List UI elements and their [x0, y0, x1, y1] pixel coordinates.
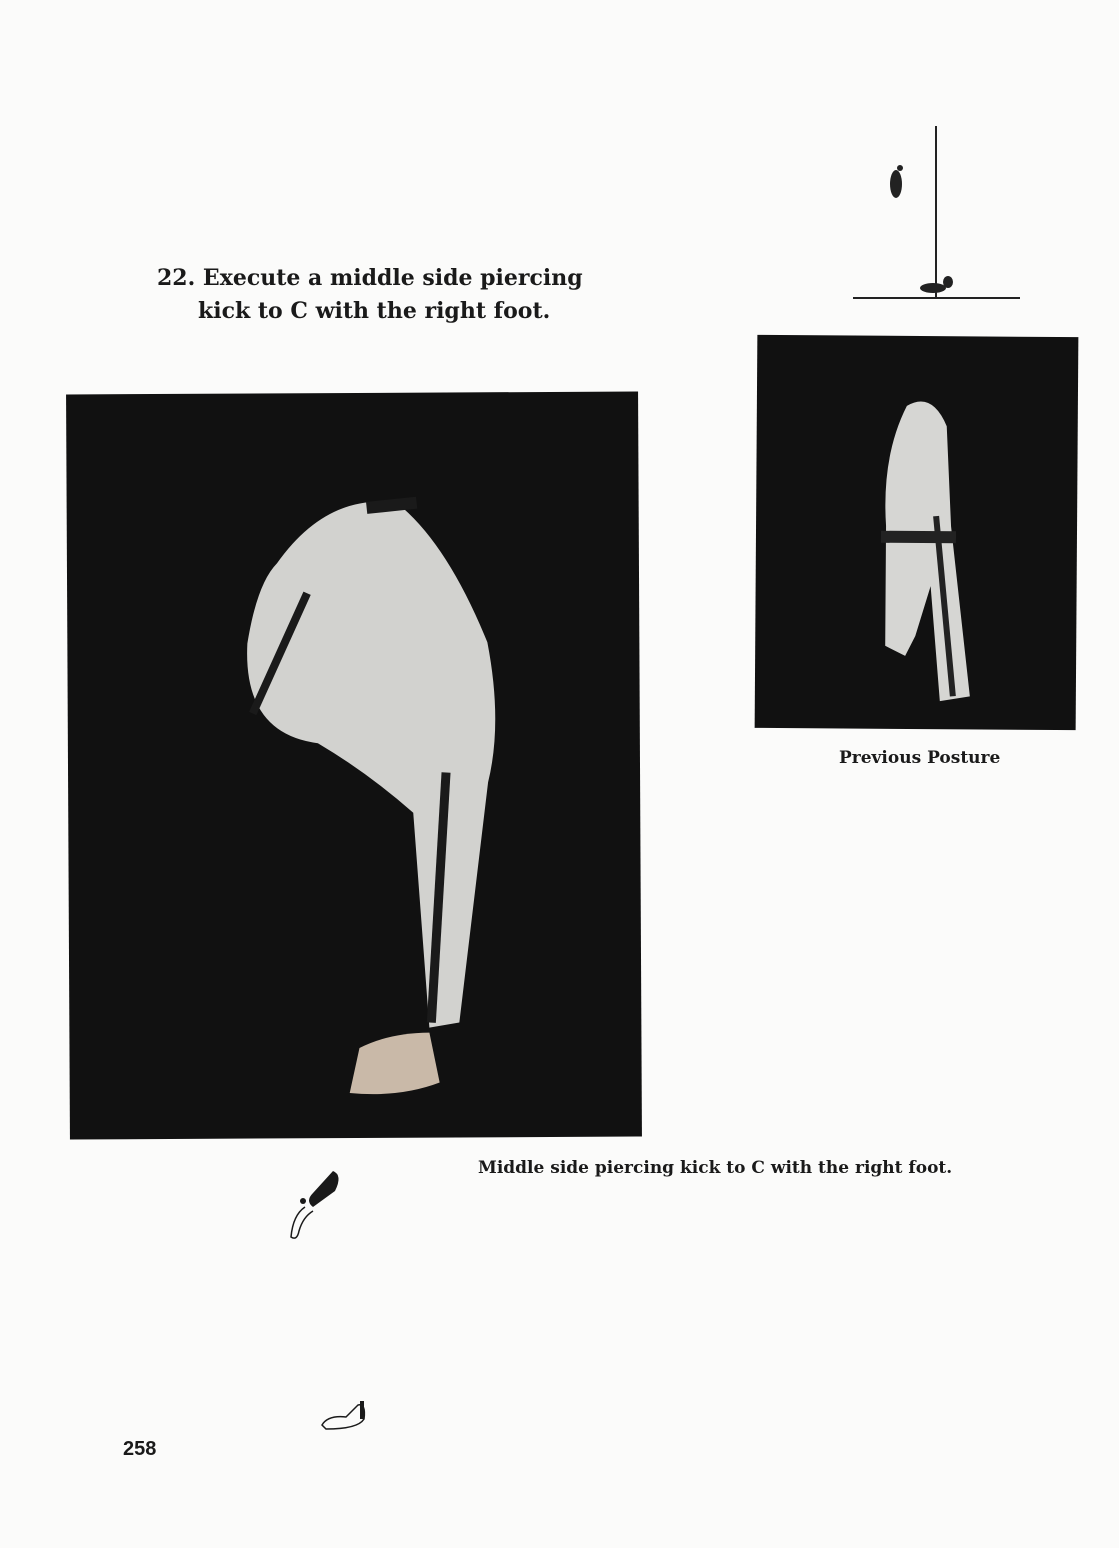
step-instruction: [157, 262, 583, 328]
figure-kicking-image: [66, 392, 642, 1140]
figure-standing-image: [755, 335, 1079, 730]
instruction-line-1: 22. Execute a middle side piercing: [157, 265, 583, 291]
footprint-outline-icon: [318, 1395, 374, 1433]
previous-posture-photo: [755, 335, 1079, 730]
footprint-diagram-icon: [850, 122, 1025, 304]
footprint-kick-icon: [283, 1165, 345, 1243]
previous-posture-caption: Previous Posture: [839, 748, 1001, 768]
main-kick-photo: [66, 392, 642, 1140]
main-photo-caption: Middle side piercing kick to C with the right foot.: [478, 1158, 953, 1178]
instruction-line-2: kick to C with the right foot.: [198, 298, 551, 324]
page-number: 258: [123, 1438, 157, 1460]
